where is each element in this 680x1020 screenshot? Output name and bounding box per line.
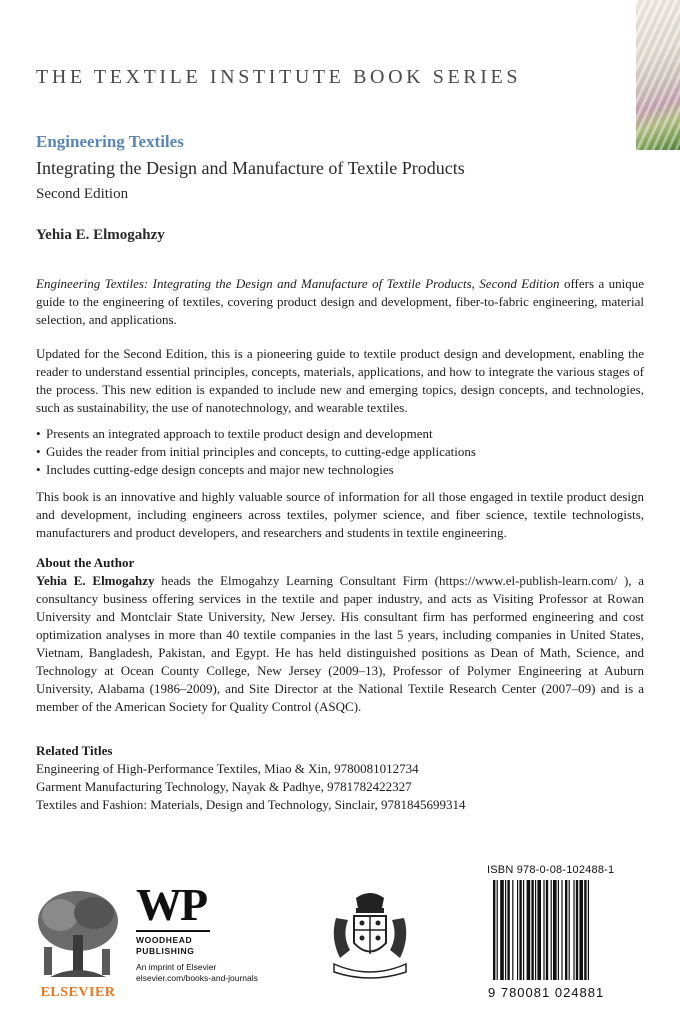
barcode-bar [573, 880, 574, 980]
barcode-bar [512, 880, 513, 980]
barcode-bar [523, 880, 524, 980]
textile-institute-crest-icon [326, 888, 414, 983]
related-titles-heading: Related Titles [36, 743, 113, 758]
barcode-bar [505, 880, 506, 980]
feature-list [36, 425, 644, 479]
barcode-bar [493, 880, 495, 980]
barcode-bar [565, 880, 567, 980]
barcode-bar [531, 880, 533, 980]
list-item: Engineering of High-Performance Textiles, Miao & Xin, 9780081012734 [36, 761, 419, 776]
list-item: Textiles and Fashion: Materials, Design and Technology, Sinclair, 9781845699314 [36, 797, 466, 812]
about-author-name: Yehia E. Elmogahzy [36, 573, 155, 588]
about-author-heading: About the Author [36, 555, 135, 570]
barcode-bar [576, 880, 578, 980]
about-author-bio: heads the Elmogahzy Learning Consultant Firm (https://www.el-publish-learn.com/ ), a consultancy business offering services in the textile and paper industry, and acts as Visiting Professor at Rowan University and Montclair State University, New Jersey. His consultant firm has performed engineering and cost optimization analyses in more than 40 textile companies in the last 5 years, including companies in United States, Vietnam, Bangladesh, Pakistan, and Egypt. He has held distinguished positions as Dean of Math, Science, and Technology at Ocean County College, New Jersey (2009–13), Professor of Polymer Engineering at Auburn University, Alabama (1986–2009), and Site Director at the National Textile Research Center (2007–09) and is a member of the American Society for Quality Control (ASQC). [36, 573, 645, 714]
list-item: • Includes cutting-edge design concepts and major new technologies [36, 461, 644, 479]
barcode-bar [584, 880, 586, 980]
barcode-bar [546, 880, 548, 980]
book-title: Engineering Textiles [36, 132, 184, 151]
barcode-bar [561, 880, 562, 980]
elsevier-tree-icon [30, 885, 126, 985]
book-subtitle: Integrating the Design and Manufacture of Textile Products [36, 158, 465, 178]
woodhead-logo-mark: WP [136, 879, 207, 930]
about-author-text [36, 572, 644, 716]
elsevier-wordmark: ELSEVIER [40, 985, 116, 1000]
woodhead-name-line-1: WOODHEAD [136, 935, 193, 945]
list-item: Garment Manufacturing Technology, Nayak & Padhye, 9781782422327 [36, 779, 412, 794]
barcode-bar [519, 880, 521, 980]
woodhead-divider [136, 930, 210, 932]
blurb-lead-rest: offers a unique guide to the engineering of textiles, covering product design and development, fiber-to-fabric engineering, material selection, and applications. [36, 276, 645, 327]
blurb-paragraph-3: This book is an innovative and highly valuable source of information for all those engaged in textile product design and development, including engineers across textiles, polymer science, and fiber science, textile technologists, manufacturers and product developers, and researchers and students in textile engineering. [36, 489, 644, 540]
blurb-paragraph-2: Updated for the Second Edition, this is a pioneering guide to textile product design and development, enabling the reader to understand essential principles, concepts, materials, applications, and how to integrate the various stages of the process. This new edition is expanded to include new and emerging topics, design concepts, and technologies, such as sustainability, the use of nanotechnology, and wearable textiles. [36, 346, 644, 415]
cover-art-strip [636, 0, 680, 150]
blurb-paragraph-1 [36, 275, 644, 329]
author-name: Yehia E. Elmogahzy [36, 227, 165, 243]
barcode-bar [579, 880, 583, 980]
barcode-bar [535, 880, 536, 980]
woodhead-name [136, 935, 194, 957]
barcode-bar [507, 880, 509, 980]
barcode-bar [517, 880, 518, 980]
barcode-bar [537, 880, 541, 980]
related-titles-list [36, 760, 644, 814]
barcode-bar [527, 880, 531, 980]
barcode-bar [551, 880, 552, 980]
barcode-bar [553, 880, 557, 980]
barcode-icon [491, 880, 641, 980]
barcode-bar [569, 880, 570, 980]
barcode-bar [558, 880, 559, 980]
barcode-digits: 9 780081 024881 [488, 985, 605, 1000]
barcode-bar [500, 880, 504, 980]
imprint-line-1: An imprint of Elsevier [136, 962, 217, 972]
woodhead-imprint [136, 962, 258, 984]
imprint-line-2: elsevier.com/books-and-journals [136, 973, 258, 983]
list-item: • Guides the reader from initial principles and concepts, to cutting-edge applications [36, 443, 644, 461]
edition-label: Second Edition [36, 186, 129, 202]
list-item: • Presents an integrated approach to textile product design and development [36, 425, 644, 443]
barcode-bar [497, 880, 498, 980]
isbn-label: ISBN 978-0-08-102488-1 [487, 864, 615, 876]
barcode-bar [543, 880, 544, 980]
woodhead-name-line-2: PUBLISHING [136, 946, 195, 956]
series-title: THE TEXTILE INSTITUTE BOOK SERIES [36, 66, 522, 88]
blurb-lead-title: Engineering Textiles: Integrating the Design and Manufacture of Textile Products, Second Edition [36, 276, 560, 291]
barcode-bar [588, 880, 589, 980]
